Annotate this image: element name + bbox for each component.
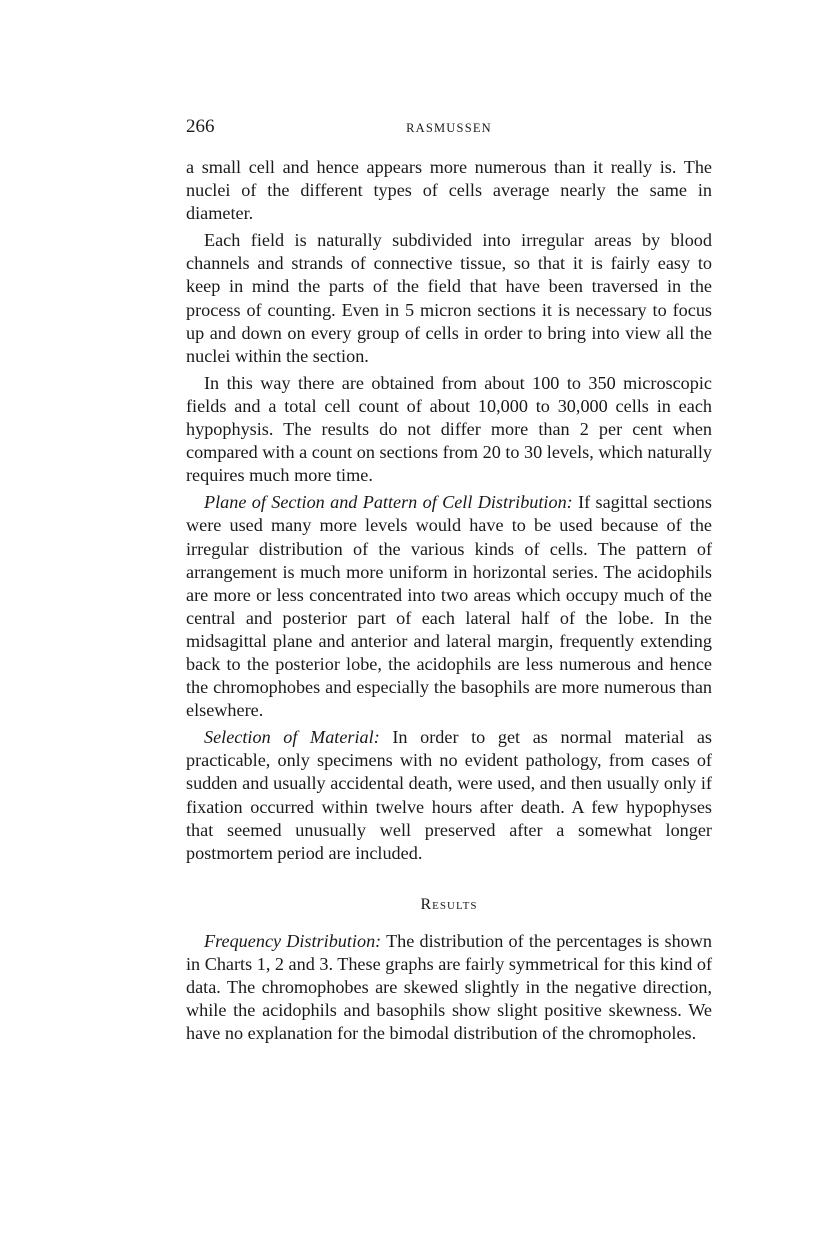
running-title: RASMUSSEN: [406, 121, 492, 135]
paragraph-text: Each field is naturally subdivided into irregular areas by blood channels and strands of connective tissue, so that it is fairly easy to keep in mind the parts of the field that have been traversed in the process of counting. Even in 5 micron sections it is necessary to focus up and down on every group of cells in order to bring into view all the nuclei within the section.: [186, 230, 712, 366]
paragraph-text: The distribution of the percentages is shown in Charts 1, 2 and 3. These graphs are fairly symmetrical for this kind of data. The chromophobes are skewed slightly in the negative direction, while the acidophils and basophils show slight positive skewness. We have no explanation for the bimodal distribution of the chromopholes.: [186, 930, 712, 1044]
paragraph-text: If sagittal sections were used many more levels would have to be used because of the irregular distribution of the various kinds of cells. The pattern of arrangement is much more uniform in horizontal series. The acidophils are more or less concentrated into two areas which occupy much of the central and posterior part of each lateral half of the lobe. In the midsagittal plane and anterior and lateral margin, frequently extending back to the posterior lobe, the acidophils are less numerous and hence the chromophobes and especially the basophils are more numerous than elsewhere.: [186, 492, 712, 721]
paragraph-frequency-distribution: [186, 930, 712, 1045]
paragraph-text: In order to get as normal material as practicable, only specimens with no evident pathology, from cases of sudden and usually accidental death, were used, and then usually only if fixation occurred within twelve hours after death. A few hypophyses that seemed unusually well preserved after a somewhat longer postmortem period are included.: [186, 727, 712, 863]
run-in-heading: Plane of Section and Pattern of Cell Distribution:: [204, 492, 573, 513]
section-heading-results: Results: [420, 895, 478, 913]
paragraph-text: In this way there are obtained from about 100 to 350 microscopic fields and a total cell count of about 10,000 to 30,000 cells in each hypophysis. The results do not differ more than 2 per cent when compared with a count on sections from 20 to 30 levels, which naturally requires much more time.: [186, 372, 712, 486]
paragraph-continuation: [186, 156, 712, 225]
paragraph-field-subdivision: [186, 229, 712, 368]
paragraph-selection-of-material: [186, 726, 712, 865]
running-head: [186, 117, 712, 141]
body-text: [186, 156, 712, 1045]
paragraph-cell-count: [186, 372, 712, 487]
page-number: 266: [186, 116, 215, 137]
run-in-heading: Selection of Material:: [204, 727, 380, 748]
paragraph-text: a small cell and hence appears more numerous than it really is. The nuclei of the different types of cells average nearly the same in diameter.: [186, 157, 712, 224]
paragraph-plane-of-section: [186, 491, 712, 722]
run-in-heading: Frequency Distribution:: [204, 930, 382, 951]
